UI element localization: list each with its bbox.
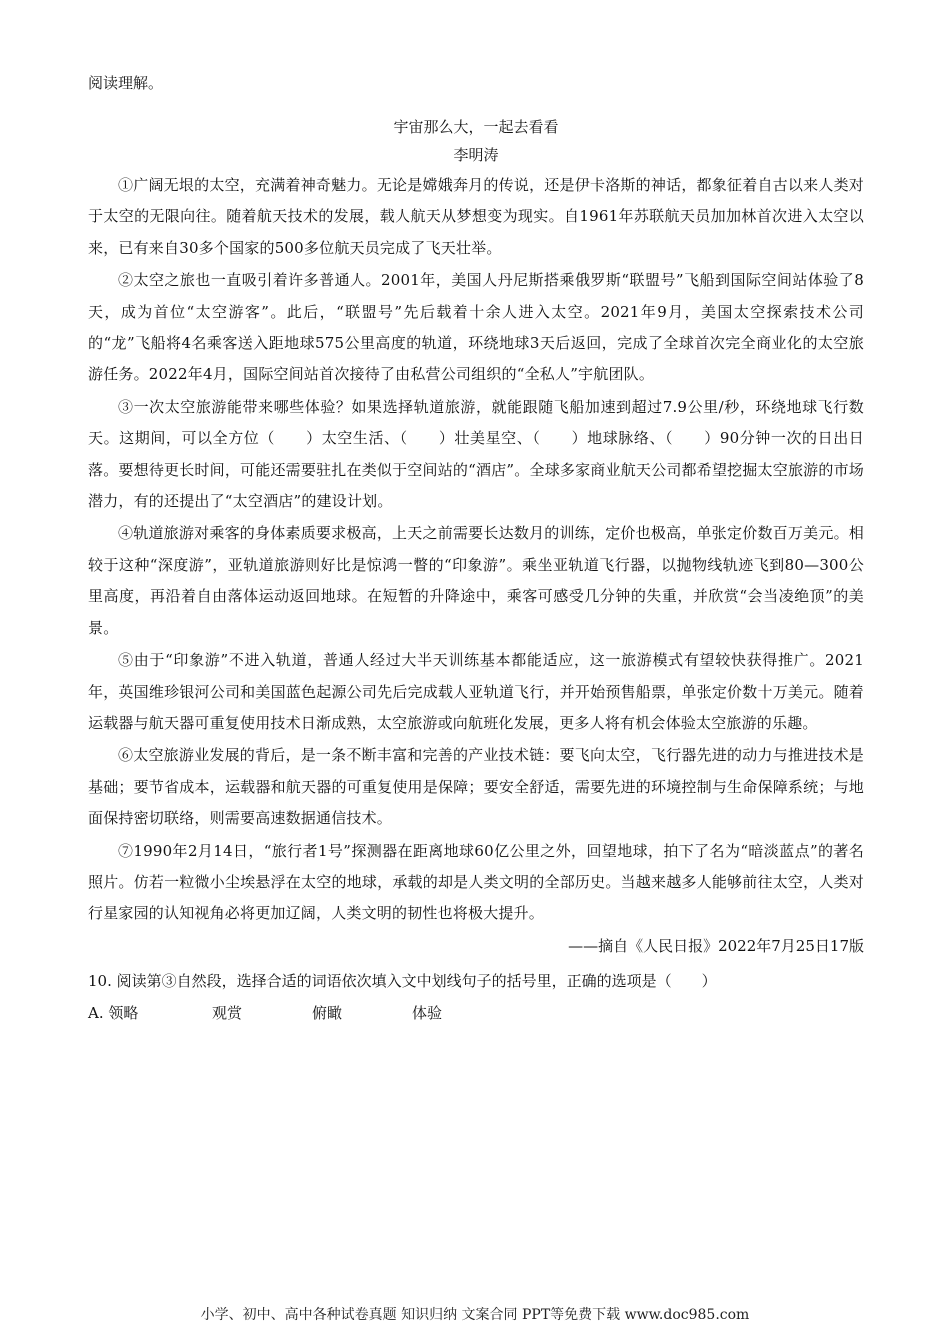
article-paragraph-1: ①广阔无垠的太空，充满着神奇魅力。无论是嫦娥奔月的传说，还是伊卡洛斯的神话，都象征着自古以来人类对于太空的无限向往。随着航天技术的发展，载人航天从梦想变为现实。自1961年苏联航天员加加林首次进入太空以来，已有来自30多个国家的500多位航天员完成了飞天壮举。	[88, 176, 864, 257]
option-a-word-4: 体验	[412, 1003, 443, 1022]
option-a-word-2: 观赏	[212, 1003, 243, 1022]
option-a	[88, 997, 864, 1029]
article-paragraph-5: ⑤由于“印象游”不进入轨道，普通人经过大半天训练基本都能适应，这一旅游模式有望较快获得推广。2021年，英国维珍银河公司和美国蓝色起源公司先后完成载人亚轨道飞行，并开始预售船票，单张定价数十万美元。随着运载器与航天器可重复使用技术日渐成熟，太空旅游或向航班化发展，更多人将有机会体验太空旅游的乐趣。	[88, 651, 864, 732]
page-footer: 小学、初中、高中各种试卷真题 知识归纳 文案合同 PPT等免费下载 www.doc985.com	[200, 1307, 750, 1323]
question-10: 10. 阅读第③自然段，选择合适的词语依次填入文中划线句子的括号里，正确的选项是（ ）	[88, 971, 717, 990]
section-label: 阅读理解。	[88, 74, 164, 92]
article-title: 宇宙那么大，一起去看看	[393, 118, 559, 136]
article-paragraph-7: ⑦1990年2月14日，“旅行者1号”探测器在距离地球60亿公里之外，回望地球，拍下了名为“暗淡蓝点”的著名照片。仿若一粒微小尘埃悬浮在太空的地球，承载的却是人类文明的全部历史。当越来越多人能够前往太空，人类对行星家园的认知视角必将更加辽阔，人类文明的韧性也将极大提升。	[88, 841, 864, 923]
article-paragraph-3: ③一次太空旅游能带来哪些体验？如果选择轨道旅游，就能跟随飞船加速到超过7.9公里/秒，环绕地球飞行数天。这期间，可以全方位（ ）太空生活、（ ）壮美星空、（ ）地球脉络、（ ）90分钟一次的日出日落。要想待更长时间，可能还需要驻扎在类似于空间站的“酒店”。全球多家商业航天公司都希望挖掘太空旅游的市场潜力，有的还提出了“太空酒店”的建设计划。	[88, 397, 864, 511]
document-page	[88, 72, 864, 1029]
article-paragraph-2: ②太空之旅也一直吸引着许多普通人。2001年，美国人丹尼斯搭乘俄罗斯“联盟号”飞船到国际空间站体验了8天，成为首位“太空游客”。此后，“联盟号”先后载着十余人进入太空。2021年9月，美国太空探索技术公司的“龙”飞船将4名乘客送入距地球575公里高度的轨道，环绕地球3天后返回，完成了全球首次完全商业化的太空旅游任务。2022年4月，国际空间站首次接待了由私营公司组织的“全私人”宇航团队。	[88, 271, 864, 384]
article-paragraph-6: ⑥太空旅游业发展的背后，是一条不断丰富和完善的产业技术链：要飞向太空，飞行器先进的动力与推进技术是基础；要节省成本，运载器和航天器的可重复使用是保障；要安全舒适，需要先进的环境控制与生命保障系统；与地面保持密切联络，则需要高速数据通信技术。	[88, 746, 864, 828]
article-paragraph-4: ④轨道旅游对乘客的身体素质要求极高，上天之前需要长达数月的训练，定价也极高，单张定价数百万美元。相较于这种“深度游”，亚轨道旅游则好比是惊鸿一瞥的“印象游”。乘坐亚轨道飞行器，以抛物线轨迹飞到80—300公里高度，再沿着自由落体运动返回地球。在短暂的升降途中，乘客可感受几分钟的失重，并欣赏“会当凌绝顶”的美景。	[88, 524, 864, 637]
article-source: ——摘自《人民日报》2022年7月25日17版	[568, 936, 864, 955]
option-a-word-3: 俯瞰	[312, 1003, 343, 1022]
option-a-word-1: A. 领略	[88, 1003, 139, 1022]
article-author: 李明涛	[453, 146, 499, 164]
